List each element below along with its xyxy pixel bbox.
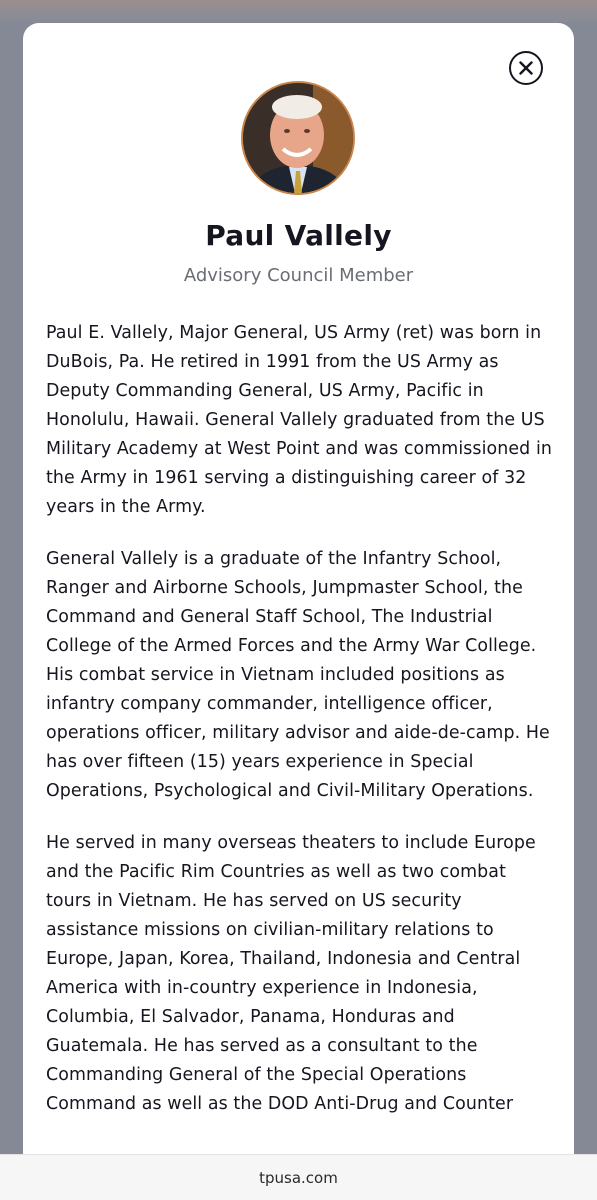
bio-paragraph: General Vallely is a graduate of the Infantry School, Ranger and Airborne Schools, Jumpmaster School, the Command and General Staff School, The Industrial College of the Armed Forces and the Army War College. His combat service in Vietnam included positions as infantry company commander, intelligence officer, operations officer, military advisor and aide-de-camp. He has over fifteen (15) years experience in Special Operations, Psychological and Civil-Military Operations. bbox=[46, 549, 550, 801]
backdrop-top bbox=[0, 0, 597, 22]
close-button[interactable] bbox=[509, 51, 543, 85]
browser-url-bar[interactable] bbox=[0, 1154, 597, 1200]
avatar bbox=[241, 81, 355, 195]
member-role: Advisory Council Member bbox=[183, 265, 414, 286]
url-domain: tpusa.com bbox=[259, 1168, 338, 1187]
profile-photo bbox=[243, 83, 353, 193]
biography bbox=[46, 319, 553, 1142]
page-title: Paul Vallely bbox=[205, 219, 392, 252]
bio-paragraph: Paul E. Vallely, Major General, US Army (ret) was born in DuBois, Pa. He retired in 1991 from the US Army as Deputy Commanding General, US Army, Pacific in Honolulu, Hawaii. General Vallely graduated from the US Military Academy at West Point and was commissioned in the Army in 1961 serving a distinguishing career of 32 years in the Army. bbox=[46, 323, 553, 517]
profile-modal bbox=[23, 23, 574, 1199]
close-icon bbox=[519, 61, 533, 75]
bio-paragraph: He served in many overseas theaters to include Europe and the Pacific Rim Countries as well as two combat tours in Vietnam. He has served on US security assistance missions on civilian-military relations to Europe, Japan, Korea, Thailand, Indonesia and Central America with in-country experience in Indonesia, Columbia, El Salvador, Panama, Honduras and Guatemala. He has served as a consultant to the Commanding General of the Special Operations Command as well as the DOD Anti-Drug and Counter bbox=[46, 833, 536, 1114]
